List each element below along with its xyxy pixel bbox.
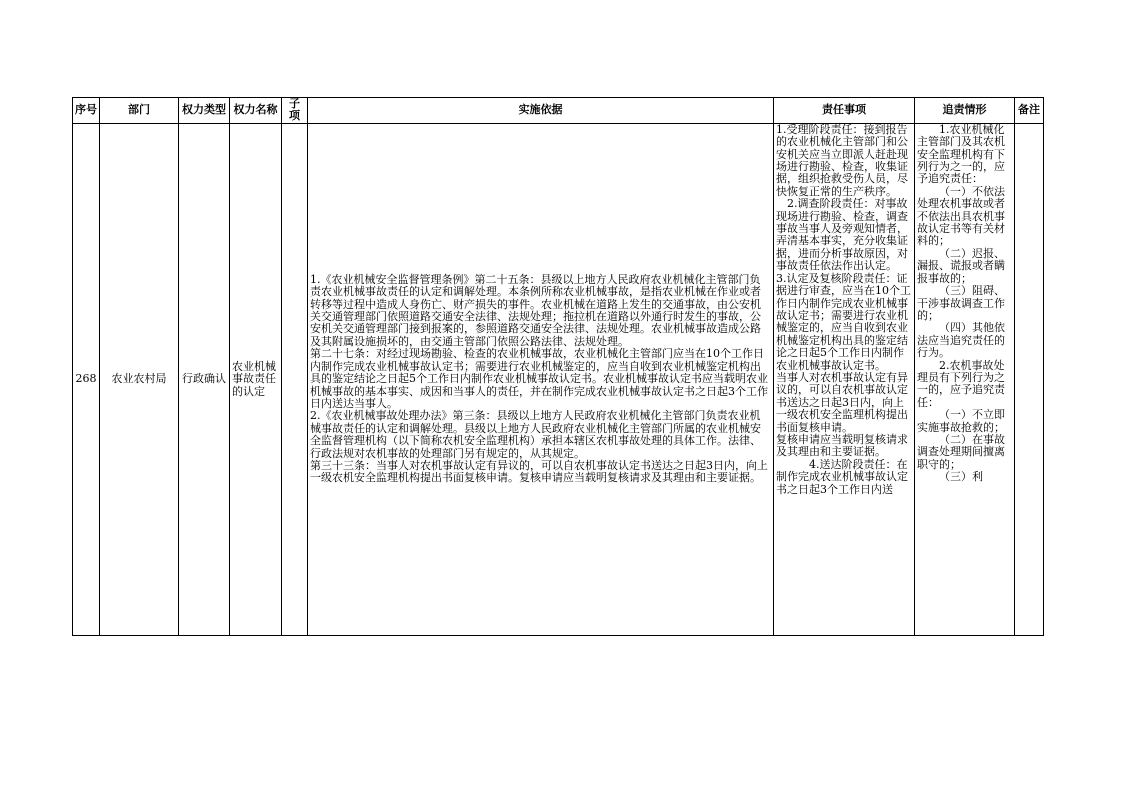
cell-responsibilities	[774, 123, 915, 635]
power-list-table	[72, 97, 1044, 636]
accountability-paragraph: （二）迟报、漏报、谎报或者瞒报事故的；	[917, 246, 1005, 285]
accountability-paragraph: 2.农机事故处理员有下列行为之一的，应予追究责任：	[917, 358, 1005, 409]
header-remarks: 备注	[1015, 98, 1044, 124]
accountability-paragraph: （三）利	[939, 470, 983, 484]
header-power-name: 权力名称	[230, 98, 282, 124]
responsibility-paragraph: 2.调查阶段责任：对事故现场进行勘验、检查，调查事故当事人及旁观知情者，弄清基本事实，充分收集证据，进而分析事故原因，对事故责任依法作出认定。	[776, 197, 908, 273]
basis-paragraph: 第三十三条：当事人对农机事故认定有异议的，可以自农机事故认定书送达之日起3日内，向上一级农机安全监理机构提出书面复核申请。复核申请应当载明复核请求及其理由和主要证据。	[310, 458, 768, 485]
header-department: 部门	[100, 98, 179, 124]
table-row	[73, 123, 1044, 635]
header-sub-item: 子项	[282, 98, 308, 124]
responsibility-paragraph: 1.受理阶段责任：接到报告的农业机械化主管部门和公安机关应当立即派人赶赴现场进行勘验、检查，收集证据，组织抢救受伤人员，尽快恢复正常的生产秩序。	[776, 123, 908, 198]
cell-accountability	[915, 123, 1015, 635]
cell-power-type: 行政确认	[179, 123, 230, 635]
basis-paragraph: 2.《农业机械事故处理办法》第三条：县级以上地方人民政府农业机械化主管部门负责农业机械事故责任的认定和调解处理。县级以上地方人民政府农业机械化主管部门所属的农业机械安全监督管理机构（以下简称农机安全监理机构）承担本辖区农机事故处理的具体工作。法律、行政法规对农机事故的处理部门另有规定的，从其规定。	[310, 409, 761, 460]
header-basis: 实施依据	[308, 98, 774, 124]
basis-paragraph: 第二十七条：对经过现场勘验、检查的农业机械事故，农业机械化主管部门应当在10个工作日内制作完成农业机械事故认定书；需要进行农业机械鉴定的，应当自收到农业机械鉴定机构出具的鉴定结论之日起5个工作日内制作农业机械事故认定书。农业机械事故认定书应当载明农业机械事故的基本事实、成因和当事人的责任，并在制作完成农业机械事故认定书之日起3个工作日内送达当事人。	[310, 347, 768, 410]
accountability-paragraph: （二）在事故调查处理期间擅离职守的；	[917, 432, 1005, 471]
accountability-paragraph: （一）不立即实施事故抢救的；	[917, 408, 1005, 434]
accountability-paragraph: （一）不依法处理农机事故或者不依法出具农机事故认定书等有关材料的；	[917, 184, 1005, 248]
accountability-paragraph: 1.农业机械化主管部门及其农机安全监理机构有下列行为之一的，应予追究责任：	[917, 123, 1005, 186]
cell-department: 农业农村局	[100, 123, 179, 635]
responsibility-paragraph: 当事人对农机事故认定有异议的，可以自农机事故认定书送达之日起3日内，向上一级农机安全监理机构提出书面复核申请。	[776, 370, 908, 434]
accountability-paragraph: （四）其他依法应当追究责任的行为。	[917, 321, 1005, 360]
cell-remarks	[1015, 123, 1044, 635]
cell-sub-item	[282, 123, 308, 635]
header-row	[73, 98, 1044, 124]
header-accountability: 追责情形	[915, 98, 1015, 124]
header-responsibilities: 责任事项	[774, 98, 915, 124]
responsibility-paragraph: 3.认定及复核阶段责任：证据进行审查，应当在10个工作日内制作完成农业机械事故认定书；需要进行农业机械鉴定的，应当自收到农业机械鉴定机构出具的鉴定结论之日起5个工作日内制作农业机械事故认定书。	[776, 271, 911, 372]
cell-power-name: 农业机械事故责任的认定	[230, 123, 282, 635]
basis-paragraph: 1.《农业机械安全监督管理条例》第二十五条：县级以上地方人民政府农业机械化主管部门负责农业机械事故责任的认定和调解处理。本条例所称农业机械事故，是指农业机械在作业或者转移等过程中造成人身伤亡、财产损失的事件。农业机械在道路上发生的交通事故，由公安机关交通管理部门依照道路交通安全法律、法规处理；拖拉机在道路以外通行时发生的事故，公安机关交通管理部门接到报案的，参照道路交通安全法律、法规处理。农业机械事故造成公路及其附属设施损坏的，由交通主管部门依照公路法律、法规处理。	[310, 272, 761, 348]
cell-basis	[308, 123, 774, 635]
header-seq: 序号	[73, 98, 100, 124]
accountability-paragraph: （三）阻碍、干涉事故调查工作的；	[917, 284, 1005, 322]
cell-seq: 268	[73, 123, 100, 635]
responsibility-paragraph: 复核申请应当载明复核请求及其理由和主要证据。	[776, 432, 908, 459]
header-power-type: 权力类型	[179, 98, 230, 124]
responsibility-paragraph: 4.送达阶段责任：在制作完成农业机械事故认定书之日起3个工作日内送	[776, 457, 908, 496]
